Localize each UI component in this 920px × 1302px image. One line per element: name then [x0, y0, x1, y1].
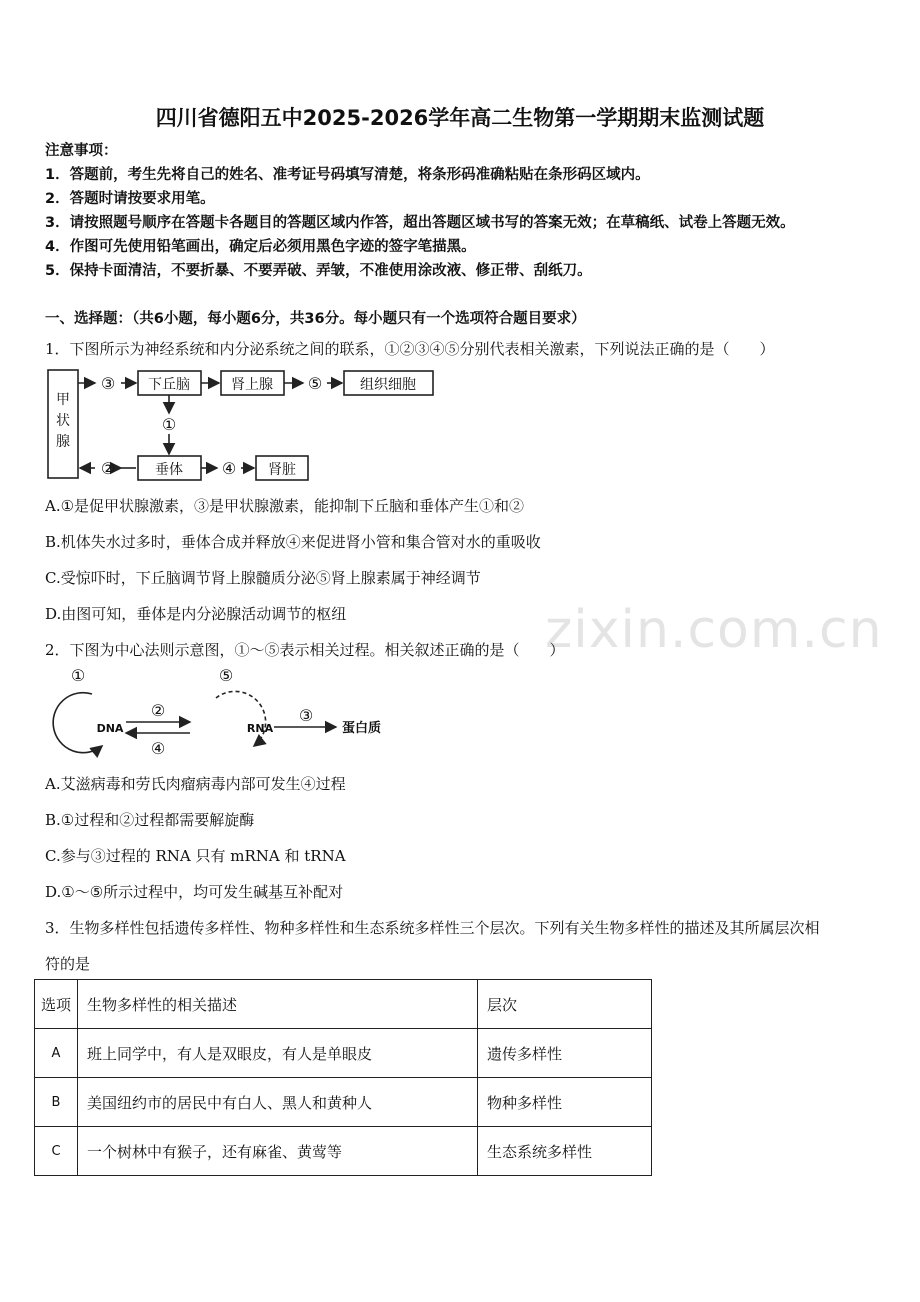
q2-option-d: D.①～⑤所示过程中，均可发生碱基互补配对: [45, 883, 344, 901]
question-2-stem: 2．下图为中心法则示意图，①～⑤表示相关过程。相关叙述正确的是（ ）: [45, 641, 565, 659]
hormone-3: ③: [100, 374, 116, 393]
table-header: 层次: [478, 980, 652, 1029]
thyroid-char-2: 状: [56, 413, 70, 429]
notice-heading: 注意事项：: [45, 143, 118, 159]
adrenal-label: 肾上腺: [231, 377, 273, 393]
table-row: [35, 1029, 652, 1078]
exam-title: 四川省德阳五中2025-2026学年高二生物第一学期期末监测试题: [155, 106, 765, 130]
q1-option-a: A.①是促甲状腺激素，③是甲状腺激素，能抑制下丘脑和垂体产生①和②: [45, 497, 525, 515]
table-cell: 班上同学中，有人是双眼皮，有人是单眼皮: [78, 1029, 478, 1078]
question-3-stem-line2: 符的是: [45, 955, 91, 973]
table-row: [35, 1127, 652, 1176]
central-dogma-diagram: [40, 664, 400, 764]
table-cell: C: [35, 1127, 78, 1176]
hypothalamus-label: 下丘脑: [148, 377, 190, 393]
rna-label: RNA: [246, 722, 274, 735]
section-heading: 一、选择题：（共6小题，每小题6分，共36分。每小题只有一个选项符合题目要求）: [45, 311, 586, 327]
table-header-row: [35, 980, 652, 1029]
hormone-4: ④: [221, 459, 237, 478]
replication-arc: [53, 693, 102, 753]
table-cell: 生态系统多样性: [478, 1127, 652, 1176]
thyroid-char-1: 甲: [56, 392, 70, 408]
process-1: ①: [70, 666, 86, 685]
table-cell: A: [35, 1029, 78, 1078]
q1-option-d: D.由图可知，垂体是内分泌腺活动调节的枢纽: [45, 605, 347, 623]
process-3: ③: [298, 706, 314, 725]
kidney-label: 肾脏: [268, 462, 296, 478]
q2-option-b: B.①过程和②过程都需要解旋酶: [45, 811, 255, 829]
watermark: zixin.com.cn: [545, 600, 883, 660]
rna-replication-arc: [216, 691, 266, 746]
notice-item: 3．请按照题号顺序在答题卡各题目的答题区域内作答，超出答题区域书写的答案无效；在草稿纸、试卷上答题无效。: [45, 215, 795, 231]
table-header: 选项: [35, 980, 78, 1029]
notice-item: 5．保持卡面清洁，不要折暴、不要弄破、弄皱，不准使用涂改液、修正带、刮纸刀。: [45, 263, 592, 279]
hormone-5: ⑤: [307, 374, 323, 393]
thyroid-char-3: 腺: [56, 434, 70, 450]
table-cell: B: [35, 1078, 78, 1127]
question-3-stem-line1: 3．生物多样性包括遗传多样性、物种多样性和生态系统多样性三个层次。下列有关生物多样性的描述及其所属层次相: [45, 919, 820, 937]
q2-option-c: C.参与③过程的 RNA 只有 mRNA 和 tRNA: [45, 847, 346, 865]
process-4: ④: [150, 739, 166, 758]
pituitary-label: 垂体: [155, 462, 183, 478]
protein-label: 蛋白质: [342, 721, 382, 736]
notice-item: 1．答题前，考生先将自己的姓名、准考证号码填写清楚，将条形码准确粘贴在条形码区域内。: [45, 167, 650, 183]
biodiversity-table: [34, 979, 652, 1176]
q2-option-a: A.艾滋病毒和劳氏肉瘤病毒内部可发生④过程: [45, 775, 346, 793]
notice-item: 2．答题时请按要求用笔。: [45, 191, 215, 207]
table-cell: 一个树林中有猴子，还有麻雀、黄莺等: [78, 1127, 478, 1176]
dna-label: DNA: [96, 722, 124, 735]
hormone-2: ②: [100, 459, 116, 478]
endocrine-diagram: [44, 366, 444, 486]
question-1-stem: 1．下图所示为神经系统和内分泌系统之间的联系，①②③④⑤分别代表相关激素，下列说法正确的是（ ）: [45, 340, 775, 358]
process-5: ⑤: [218, 666, 234, 685]
process-2: ②: [150, 701, 166, 720]
table-cell: 遗传多样性: [478, 1029, 652, 1078]
table-row: [35, 1078, 652, 1127]
notice-item: 4．作图可先使用铅笔画出，确定后必须用黑色字迹的签字笔描黑。: [45, 239, 476, 255]
q1-option-b: B.机体失水过多时，垂体合成并释放④来促进肾小管和集合管对水的重吸收: [45, 533, 541, 551]
q1-option-c: C.受惊吓时，下丘脑调节肾上腺髓质分泌⑤肾上腺素属于神经调节: [45, 569, 481, 587]
tissue-label: 组织细胞: [360, 377, 416, 393]
hormone-1: ①: [161, 415, 177, 434]
table-header: 生物多样性的相关描述: [78, 980, 478, 1029]
table-cell: 物种多样性: [478, 1078, 652, 1127]
table-cell: 美国纽约市的居民中有白人、黑人和黄种人: [78, 1078, 478, 1127]
